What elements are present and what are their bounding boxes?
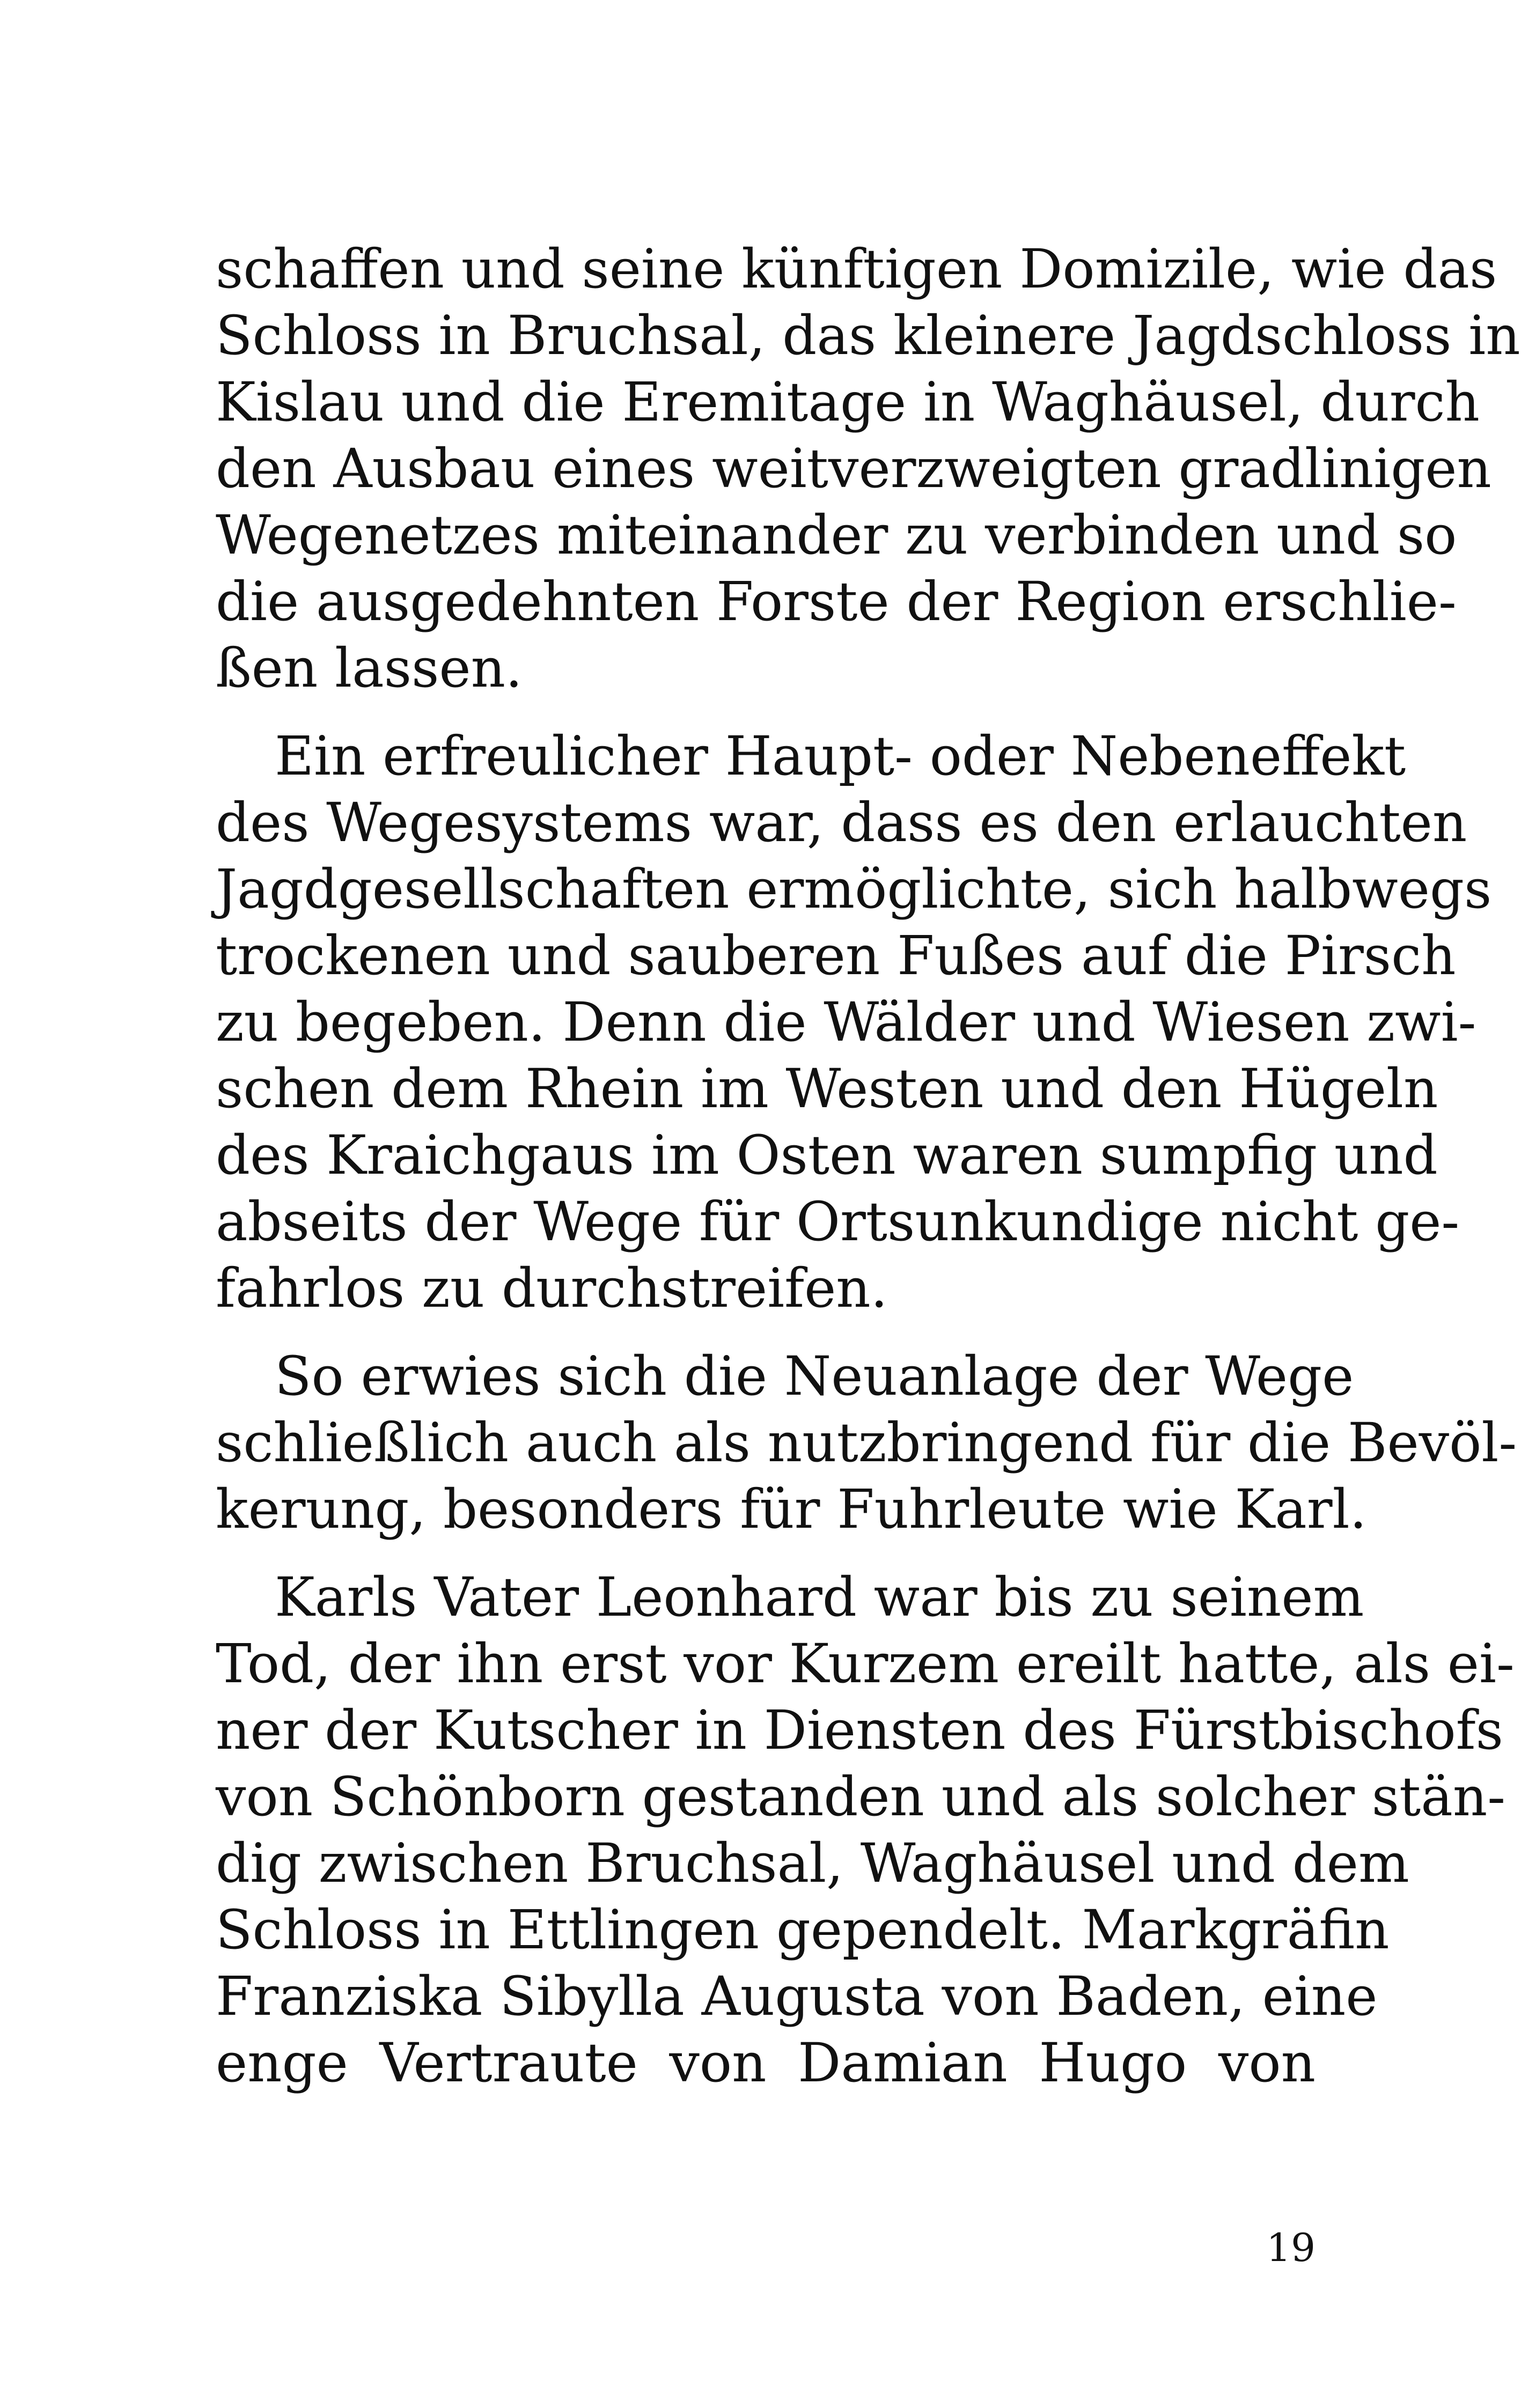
text-line: Tod, der ihn erst vor Kurzem ereilt hatte, als ei- <box>216 1632 1515 1695</box>
text-line: enge Vertraute von Damian Hugo von <box>216 2031 1316 2094</box>
text-line: Schloss in Bruchsal, das kleinere Jagdschloss in <box>216 304 1520 367</box>
text-line: schen dem Rhein im Westen und den Hügeln <box>216 1057 1438 1120</box>
text-line: dig zwischen Bruchsal, Waghäusel und dem <box>216 1832 1409 1895</box>
text-line: Jagdgesellschaften ermöglichte, sich halbwegs <box>216 858 1492 921</box>
text-line: des Wegesystems war, dass es den erlauchten <box>216 791 1467 854</box>
text-line: So erwies sich die Neuanlage der Wege <box>275 1345 1354 1408</box>
text-line: kerung, besonders für Fuhrleute wie Karl. <box>216 1478 1367 1541</box>
paragraph-gap <box>216 702 1316 723</box>
text-line: abseits der Wege für Ortsunkundige nicht ge- <box>216 1190 1460 1253</box>
text-line: fahrlos zu durchstreifen. <box>216 1257 888 1320</box>
paragraph-gap <box>216 1322 1316 1343</box>
text-line: Ein erfreulicher Haupt- oder Nebeneffekt <box>275 725 1406 787</box>
text-line: den Ausbau eines weitverzweigten gradlinigen <box>216 437 1491 500</box>
text-line: die ausgedehnten Forste der Region erschlie- <box>216 570 1457 633</box>
paragraph-gap <box>216 1543 1316 1564</box>
body-text <box>216 236 1520 2096</box>
text-line: Wegenetzes miteinander zu verbinden und so <box>216 504 1457 566</box>
text-line: zu begeben. Denn die Wälder und Wiesen zwi- <box>216 991 1476 1054</box>
text-line: trockenen und sauberen Fußes auf die Pirsch <box>216 924 1456 987</box>
text-line: Schloss in Ettlingen gependelt. Markgräfin <box>216 1898 1390 1961</box>
page-number: 19 <box>1266 2225 1316 2270</box>
text-line: Karls Vater Leonhard war bis zu seinem <box>275 1566 1364 1629</box>
text-line: Kislau und die Eremitage in Waghäusel, durch <box>216 371 1480 433</box>
text-line: von Schönborn gestanden und als solcher stän- <box>216 1765 1506 1828</box>
text-line: ßen lassen. <box>216 637 523 699</box>
text-line: ner der Kutscher in Diensten des Fürstbischofs <box>216 1699 1503 1762</box>
text-line: schaffen und seine künftigen Domizile, wie das <box>216 238 1497 300</box>
text-line: Franziska Sibylla Augusta von Baden, eine <box>216 1965 1378 2028</box>
text-line: des Kraichgaus im Osten waren sumpfig und <box>216 1124 1438 1187</box>
text-line: schließlich auch als nutzbringend für die Bevöl- <box>216 1411 1517 1474</box>
